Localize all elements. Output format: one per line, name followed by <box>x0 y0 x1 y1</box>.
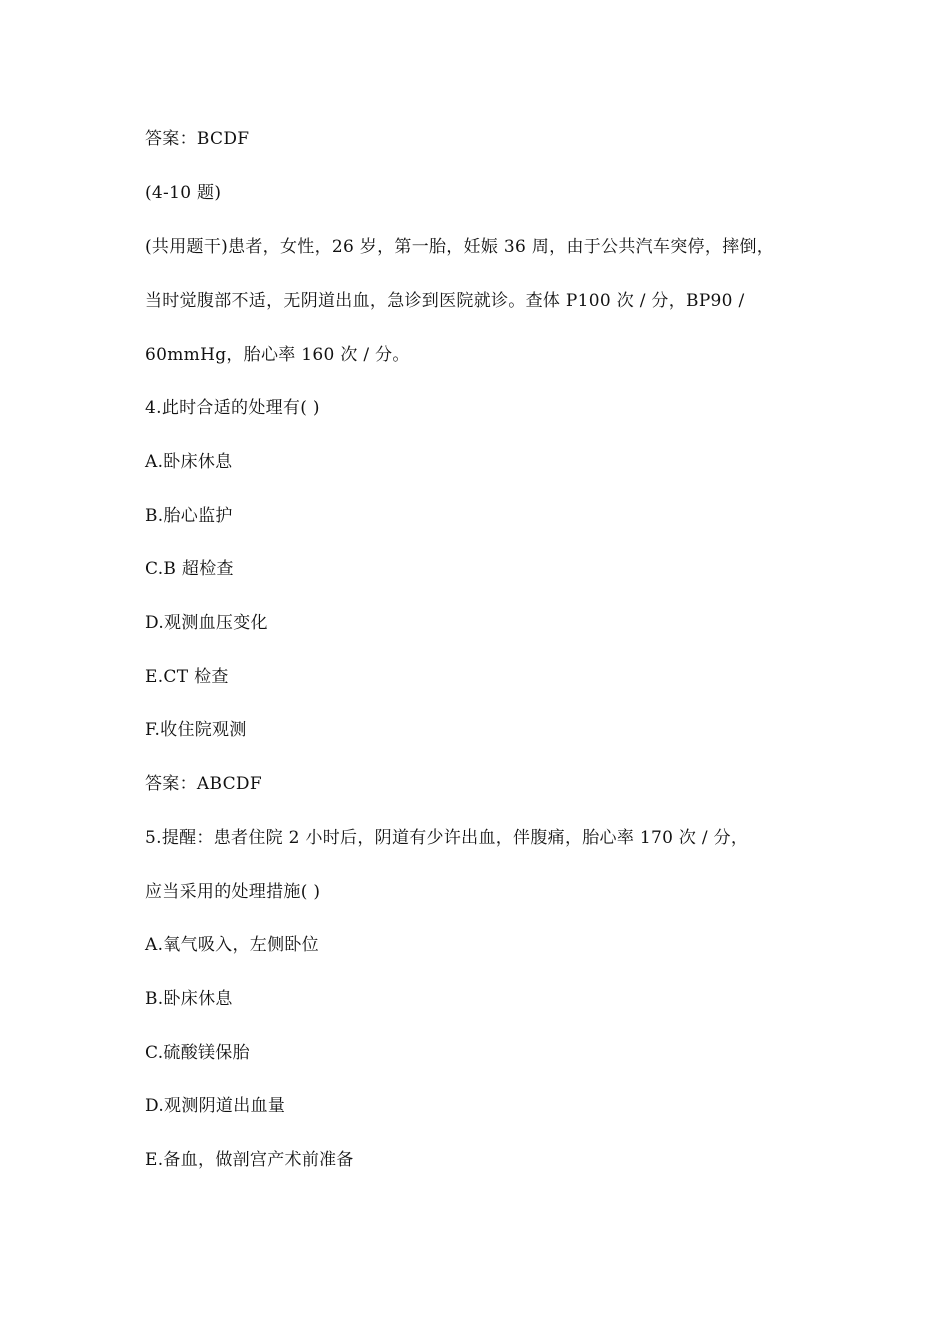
q5-option-a: A.氧气吸入，左侧卧位 <box>145 935 319 955</box>
q4-option-c: C.B 超检查 <box>145 559 234 579</box>
question-4: 4.此时合适的处理有( ) <box>145 398 320 418</box>
q5-option-c: C.硫酸镁保胎 <box>145 1043 250 1063</box>
q5-option-d: D.观测阴道出血量 <box>145 1096 286 1116</box>
q4-answer: 答案：ABCDF <box>145 774 262 794</box>
q5-option-b: B.卧床休息 <box>145 989 233 1009</box>
q4-option-b: B.胎心监护 <box>145 506 233 526</box>
question-range-heading: (4-10 题) <box>145 183 222 203</box>
shared-stem-line-1: (共用题干)患者，女性，26 岁，第一胎，妊娠 36 周，由于公共汽车突停，摔倒， <box>145 237 775 257</box>
question-5-line-2: 应当采用的处理措施( ) <box>145 882 321 902</box>
question-5-line-1: 5.提醒：患者住院 2 小时后，阴道有少许出血，伴腹痛，胎心率 170 次 / 分， <box>145 828 749 848</box>
q4-option-e: E.CT 检查 <box>145 667 229 687</box>
q5-option-e: E.备血，做剖宫产术前准备 <box>145 1150 354 1170</box>
shared-stem-line-3: 60mmHg，胎心率 160 次 / 分。 <box>145 345 410 365</box>
shared-stem-line-2: 当时觉腹部不适，无阴道出血，急诊到医院就诊。查体 P100 次 / 分，BP90 / <box>145 291 745 311</box>
q4-option-f: F.收住院观测 <box>145 720 247 740</box>
q4-option-d: D.观测血压变化 <box>145 613 268 633</box>
answer-line-prev: 答案：BCDF <box>145 129 250 149</box>
q4-option-a: A.卧床休息 <box>145 452 233 472</box>
